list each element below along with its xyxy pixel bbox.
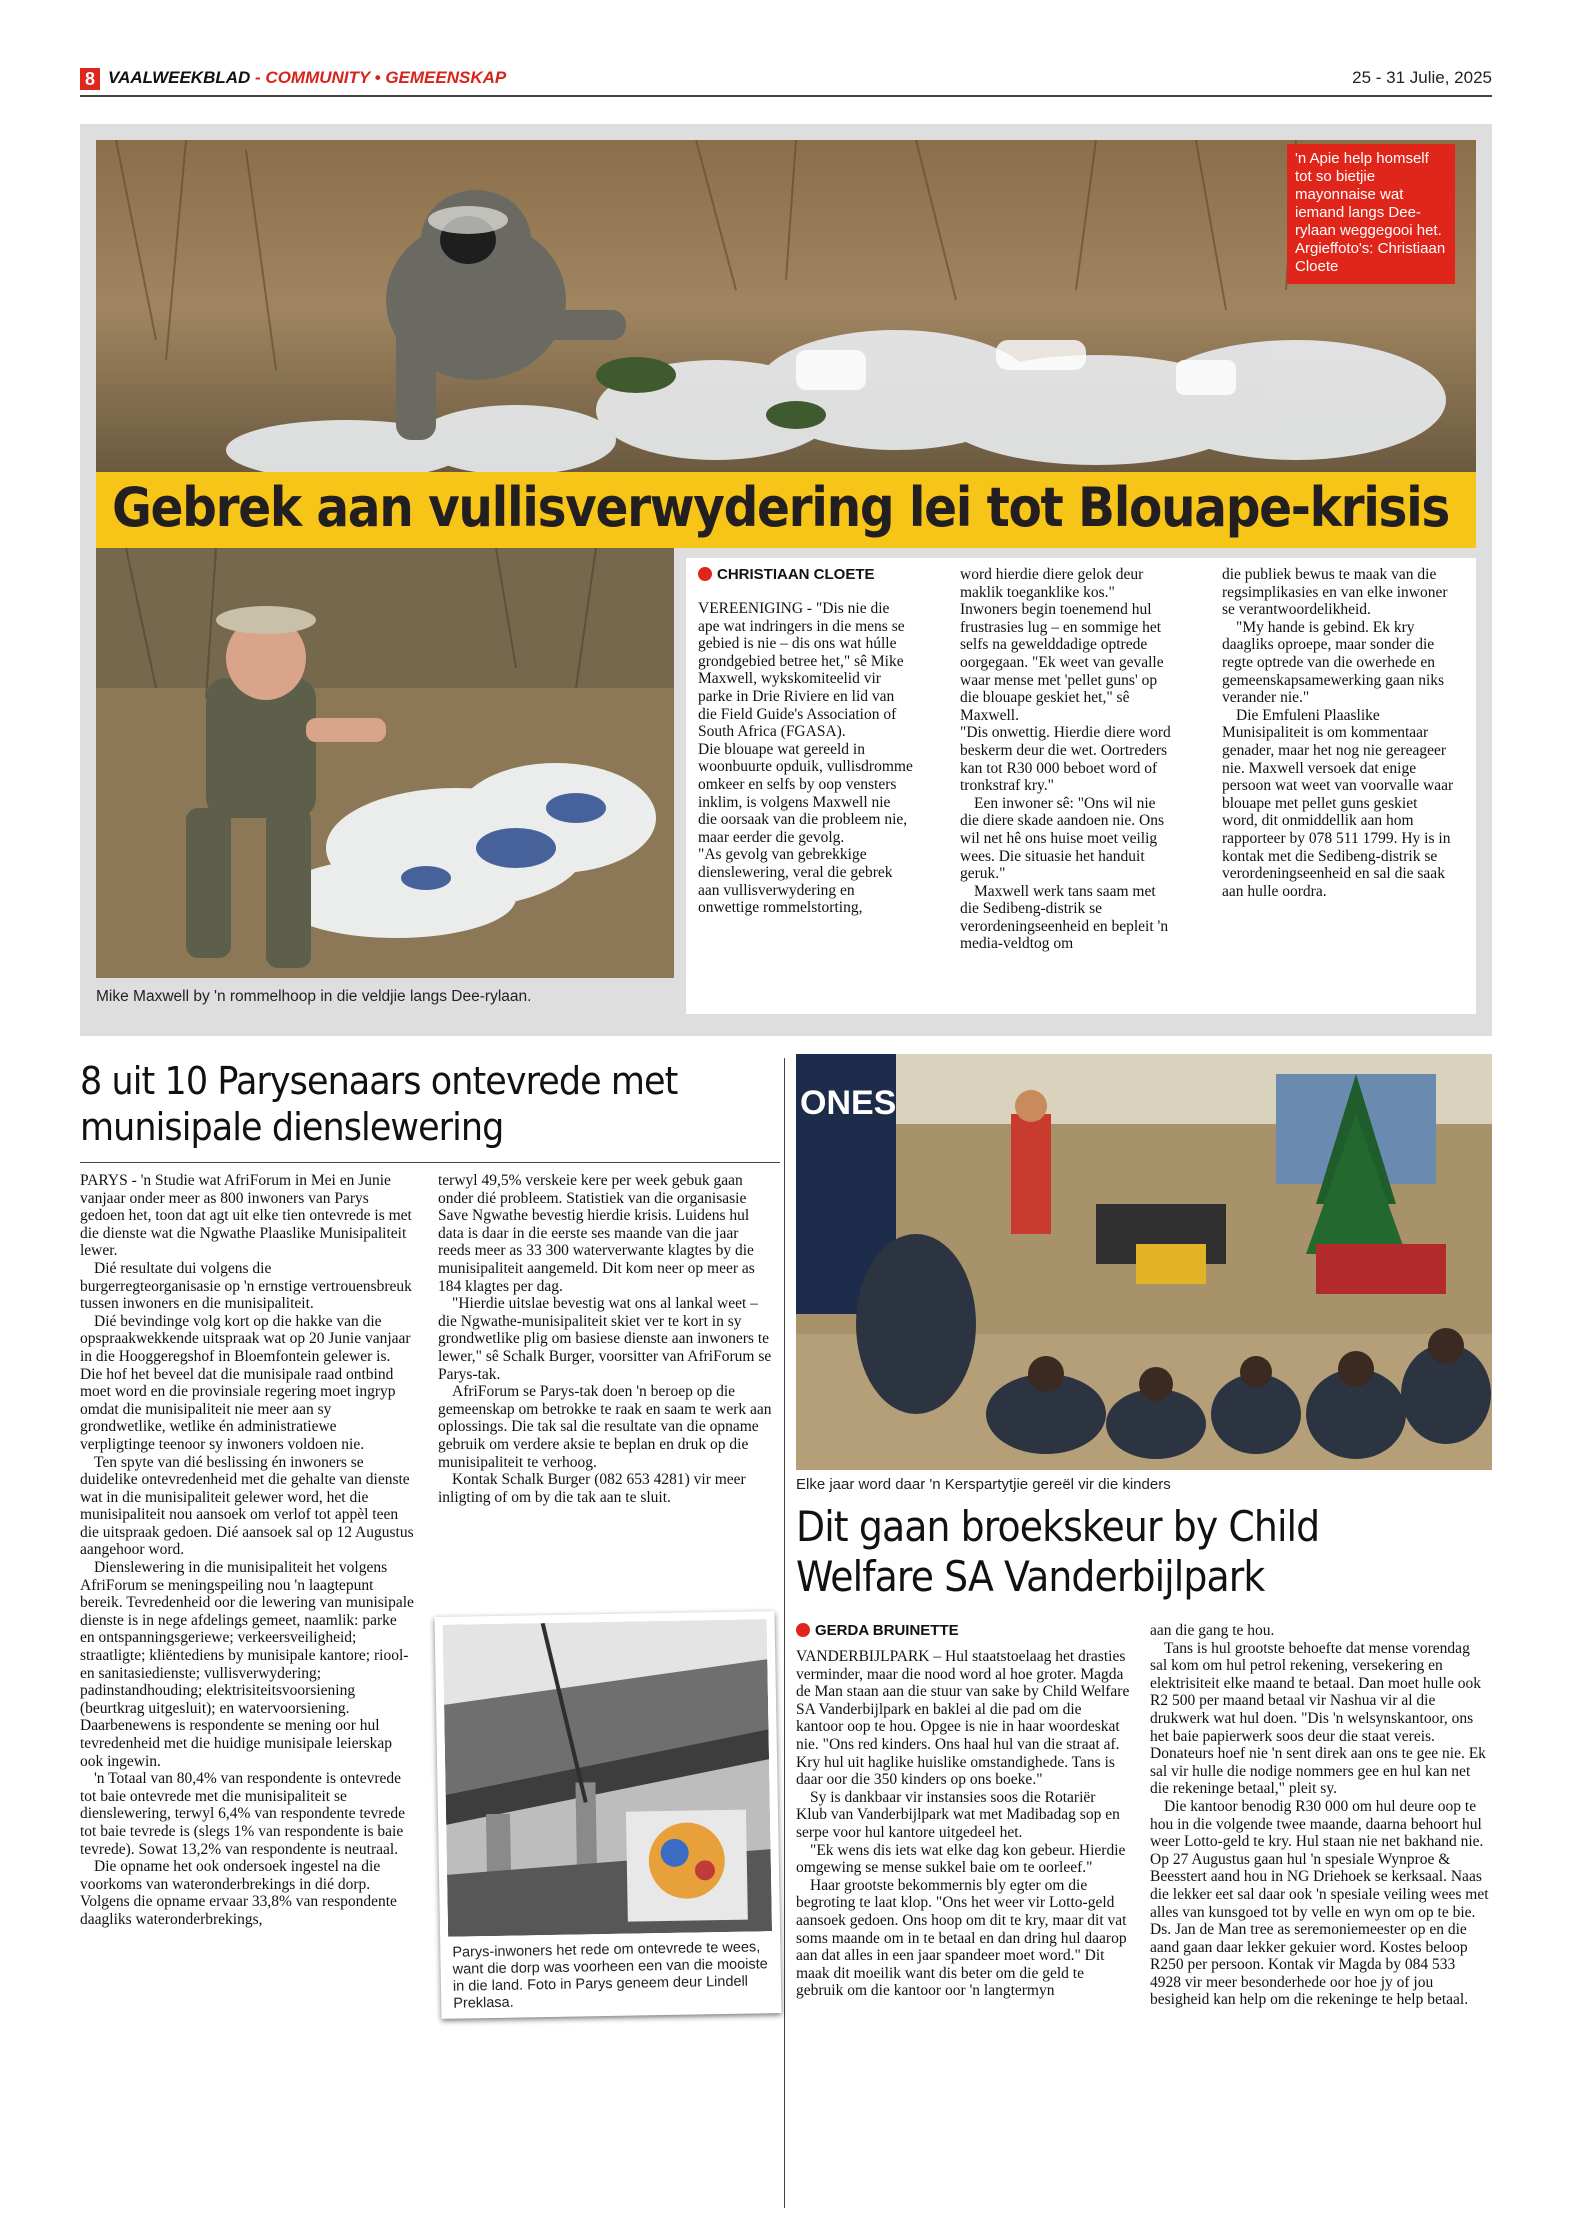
right-story-byline: GERDA BRUINETTE — [796, 1622, 959, 1639]
parys-photo-frame — [435, 1611, 782, 2019]
section-name: COMMUNITY • GEMEENSKAP — [265, 68, 507, 87]
header-rule — [80, 95, 1492, 97]
top-story-column-2: word hierdie diere gelok deur maklik toeganklike kos." Inwoners begin toenemend hul frustrasies lug – en sommige het selfs na gewelddadige optrede oorgegaan. "Ek weet van gevalle waar mense met 'pellet guns' op die blouape geskiet het," sê Maxwell. "Dis onwettig. Hierdie diere word beskerm deur die wet. Oortreders kan tot R30 000 beboet word of tronkstraf kry." Een inwoner sê: "Ons wil nie die diere skade aandoen nie. Ons wil net hê ons huise moet veilig wees. Die situasie het handuit geruk." Maxwell werk tans saam met die Sedibeng-distrik se verordeningseenheid en bepleit 'n media-veldtog om — [960, 566, 1171, 953]
top-story-column-3: die publiek bewus te maak van die regsimplikasies en van elke inwoner se verantwoordelikheid. "My hande is gebind. Ek kry daagliks oproepe, maar sonder die regte optrede van die owerhede en gemeenskapsamewerking gaan niks verander nie." Die Emfuleni Plaaslike Munisipaliteit is om kommentaar genader, maar het nog nie gereageer nie. Maxwell versoek dat enige persoon wat weet van voorvalle waar blouape met pellet guns geskiet word, dit onmiddellik aan hom rapporteer by 078 511 1799. Hy is in kontak met die Sedibeng-distrik se verordeningseenheid en sal die saak aan hulle oordra. — [1222, 566, 1454, 900]
right-story-headline: Dit gaan broekskeur by Child Welfare SA Vanderbijlpark — [796, 1502, 1320, 1601]
maxwell-photo — [96, 548, 674, 978]
parys-photo — [443, 1619, 772, 1937]
byline-dot-icon — [796, 1623, 810, 1637]
monkey-photo-caption: 'n Apie help homself tot so bietjie mayonnaise wat iemand langs Dee-rylaan weggegooi het. Argieffoto's: Christiaan Cloete — [1287, 144, 1455, 284]
parys-photo-caption: Parys-inwoners het rede om ontevrede te wees, want die dorp was voorheen een van die mooiste in die land. Foto in Parys geneem deur Lindell Preklasa. — [452, 1939, 768, 2012]
left-story-rule — [80, 1162, 780, 1163]
left-story-column-1: PARYS - 'n Studie wat AfriForum in Mei en Junie vanjaar onder meer as 800 inwoners van Parys gedoen het, toon dat agt uit elke tien ontevrede is met die dienste wat die Ngwathe Plaaslike Munisipaliteit lewer. Dié resultate dui volgens die burgerregteorganisasie op 'n ernstige vertrouensbreuk tussen inwoners en die munisipaliteit. Dié bevindinge volg kort op die hakke van die opspraakwekkende uitspraak wat op 20 Junie vanjaar in die Hooggeregshof in Bloemfontein gelewer is. Die hof het beveel dat die munisipale raad ontbind moet word en die provinsiale regering moet ingryp omdat die munisipaliteit nie meer aan sy grondwetlike, wetlike én administratiewe verpligtinge teenoor sy inwoners voldoen nie. Ten spyte van dié beslissing én inwoners se duidelike ontevredenheid met die gehalte van dienste wat in die munisipaliteit gelewer word, het die munisipaliteit nou aansoek om verlof tot appèl teen die uitspraak gedoen. Dié aansoek sal op 12 Augustus aangehoor word. Dienslewering in die munisipaliteit het volgens AfriForum se meningspeiling nou 'n laagtepunt bereik. Tevredenheid oor die lewering van munisipale dienste is in nege afdelings gemeet, naamlik: parke en ontspanningsgeriewe; verkeersveiligheid; straatligte; kliëntediens by munisipale kantore; riool- en sanitasiedienste; vullisverwydering; padinstandhouding; elektrisiteitsvoorsiening (beurtkrag uitgesluit); en watervoorsiening. Daarbenewens is respondente se mening oor hul tevredenheid met die huidige munisipale leierskap ook ingewin. 'n Totaal van 80,4% van respondente is ontevrede tot baie ontevrede met die munisipaliteit se dienslewering, terwyl 6,4% van respondente tevrede tot baie tevrede is (slegs 1% van respondente is baie tevrede). Sowat 13,2% van respondente is neutraal. Die opname het ook ondersoek ingestel na die voorkoms van wateronderbrekings in dié dorp. Volgens die opname ervaar 33,8% van respondente daagliks wateronderbrekings, — [80, 1172, 414, 1928]
top-story-byline: CHRISTIAAN CLOETE — [698, 566, 875, 583]
issue-date: 25 - 31 Julie, 2025 — [1352, 68, 1492, 87]
svg-text:ONES: ONES — [800, 1084, 897, 1122]
byline-dot-icon — [698, 567, 712, 581]
left-story-headline: 8 uit 10 Parysenaars ontevrede met munisipale dienslewering — [80, 1059, 678, 1149]
right-story-column-1: VANDERBIJLPARK – Hul staatstoelaag het drasties verminder, maar die nood word al hoe groter. Magda de Man staan aan die stuur van sake by Child Welfare SA Vanderbijlpark en baklei al die pad om die kantoor oop te hou. Opgee is nie in haar woordeskat nie. "Ons red kinders. Ons haal hul van die straat af. Kry hul uit haglike huislike omstandighede. Tans is daar oor die 350 kinders op ons boeke." Sy is dankbaar vir instansies soos die Rotariër Klub van Vanderbijlpark wat met Madibadag sop en serpe voor hul kantore uitgedeel het. "Ek wens dis iets wat elke dag kon gebeur. Hierdie omgewing se mense sukkel baie om te oorleef." Haar grootste bekommernis bly egter om die begroting te laat klop. "Ons het weer vir Lotto-geld aansoek gedoen. Ons hoop om dit te kry, maar dit vat soms maande om in te betaal en dan dring hul daarop aan dat alles in een jaar spandeer moet word." Dit maak dit moeilik want dis beter om die geld te gebruik om die kantoor oor 'n langtermyn — [796, 1648, 1130, 2000]
paper-name: VAALWEEKBLAD — [108, 68, 251, 87]
monkey-photo — [96, 140, 1476, 472]
page-number: 8 — [80, 68, 100, 90]
column-divider — [784, 1058, 785, 2208]
left-story-column-2: terwyl 49,5% verskeie kere per week gebuk gaan onder dié probleem. Statistiek van die organisasie Save Ngwathe bevestig hierdie krisis. Luidens hul data is daar in die eerste ses maande van die jaar reeds meer as 33 300 waterverwante klagtes by die munisipaliteit aangemeld. Dit kom neer op meer as 184 klagtes per dag. "Hierdie uitslae bevestig wat ons al lankal weet – die Ngwathe-munisipaliteit skiet ver te kort in sy grondwetlike plig om basiese dienste aan inwoners te lewer," sê Schalk Burger, voorsitter van AfriForum se Parys-tak. AfriForum se Parys-tak doen 'n beroep op die gemeenskap om betrokke te raak en saam te werk aan oplossings. Die tak sal die resultate van die opname gebruik om verdere aksie te beplan en druk op die munisipaliteit te verhoog. Kontak Schalk Burger (082 653 4281) vir meer inligting of om by die tak aan te sluit. — [438, 1172, 772, 1506]
christmas-party-caption: Elke jaar word daar 'n Kerspartytjie gereël vir die kinders — [796, 1476, 1171, 1493]
maxwell-photo-caption: Mike Maxwell by 'n rommelhoop in die veldjie langs Dee-rylaan. — [96, 988, 532, 1005]
masthead: VAALWEEKBLAD - COMMUNITY • GEMEENSKAP — [108, 68, 507, 87]
top-story-column-1: VEREENIGING - "Dis nie die ape wat indringers in die mens se gebied is nie – dis ons wat húlle grondgebied betree het," sê Mike Maxwell, wykskomiteelid vir parke in Drie Riviere en lid van die Field Guide's Association of South Africa (FGASA). Die blouape wat gereeld in woonbuurte opduik, vullisdromme omkeer en selfs by oop vensters inklim, is volgens Maxwell nie die oorsaak van die probleem nie, maar eerder die gevolg. "As gevolg van gebrekkige dienslewering, veral die gebrek aan vullisverwydering en onwettige rommelstorting, — [698, 600, 913, 917]
right-story-column-2: aan die gang te hou. Tans is hul grootste behoefte dat mense vorendag sal kom om hul petrol rekening, versekering en elektrisiteit elke maand te betaal. Dan moet hulle ook R2 500 per maand betaal vir Nashua vir al die drukwerk wat hul doen. "Dis 'n welsynskantoor, ons het baie papierwerk soos deur die staat vereis. Donateurs hoef nie 'n sent direk aan ons te gee nie. Ek sal vir hulle die nodige nommers gee en hul kan net die rekeninge betaal," pleit sy. Die kantoor benodig R30 000 om hul deure oop te hou in die volgende twee maande, daarna behoort hul weer Lotto-geld te kry. Hul staan nie net bakhand nie. Op 27 Augustus gaan hul 'n spesiale Wynproe & Beesstert aand hou in NG Driehoek se kerksaal. Naas die lekker eet sal daar ook 'n spesiale veiling wees met alles van kunsgoed tot by velle en wyn om op te bie. Ds. Jan de Man tree as seremoniemeester op en die aand gaan daar lekker gekuier word. Kostes beloop R250 per persoon. Kontak vir Magda by 084 533 4928 vir meer besonderhede oor hoe jy of jou besigheid kan help om die rekeninge te help betaal. — [1150, 1622, 1489, 2009]
top-story-headline: Gebrek aan vullisverwydering lei tot Blouape-krisis — [112, 476, 1449, 539]
christmas-party-photo — [796, 1054, 1492, 1470]
